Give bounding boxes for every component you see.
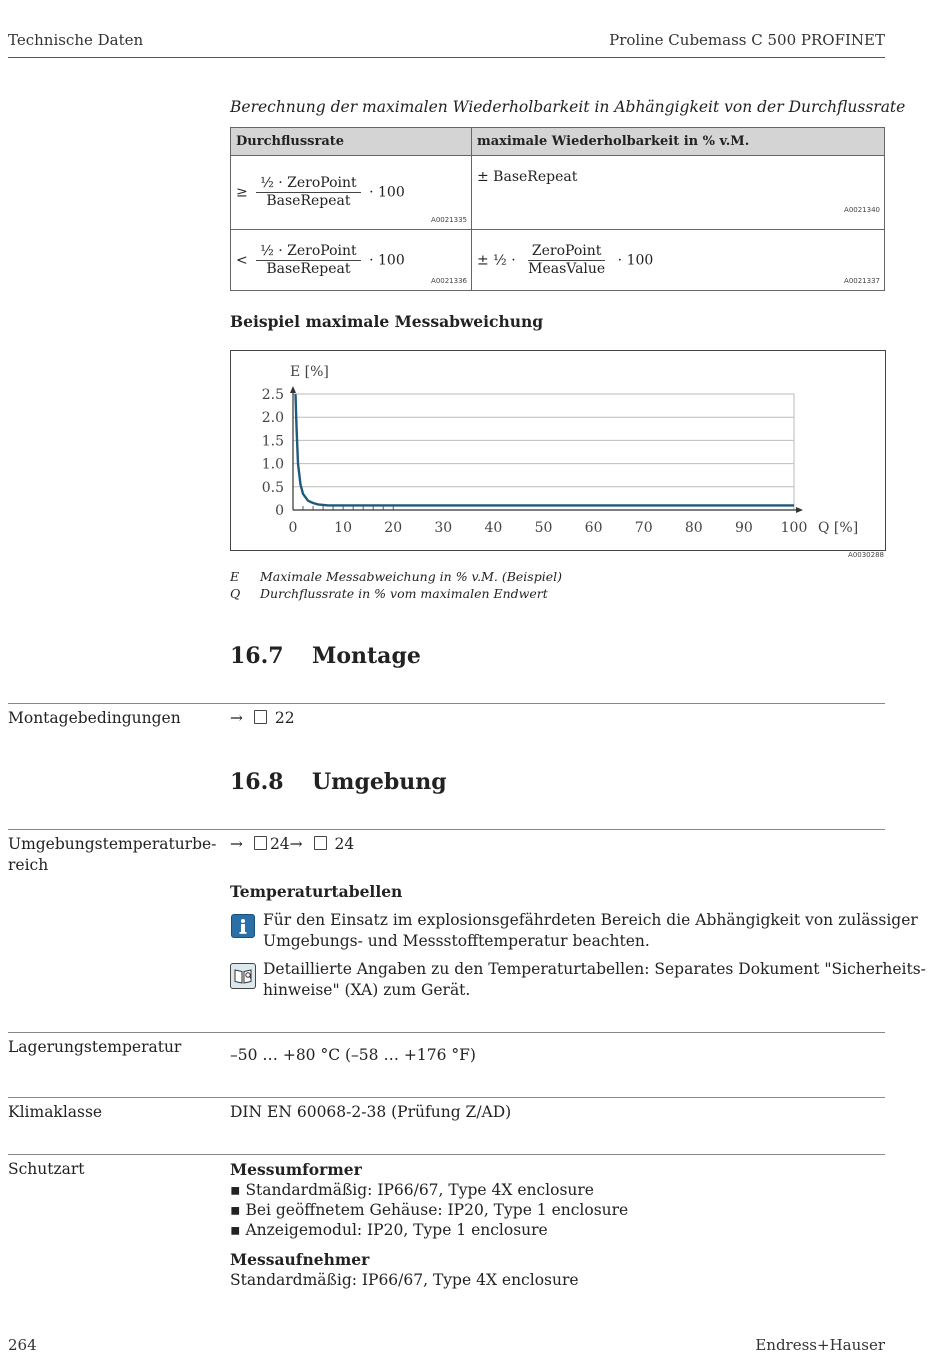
denominator: MeasValue xyxy=(528,260,606,277)
operator: ≥ xyxy=(236,184,248,201)
x-tick-label: 70 xyxy=(634,520,653,536)
fraction xyxy=(524,243,609,278)
formula-cell xyxy=(231,156,472,230)
fraction xyxy=(256,243,360,278)
arrow-icon: → xyxy=(289,835,303,853)
info-icon xyxy=(231,914,255,938)
page-ref-number: 22 xyxy=(274,709,295,727)
chart-frame xyxy=(230,350,886,551)
montage-ref[interactable] xyxy=(230,709,295,727)
y-axis-label: E [%] xyxy=(290,364,329,380)
book-icon xyxy=(230,963,256,989)
page-ref-icon xyxy=(254,836,267,850)
klima-label: Klimaklasse xyxy=(8,1103,103,1121)
x-tick-label: 100 xyxy=(780,520,808,536)
calc-caption: Berechnung der maximalen Wiederholbarkeit in Abhängigkeit von der Durchflussrate xyxy=(230,98,906,116)
x-tick-label: 60 xyxy=(584,520,603,536)
page-ref-number: 24 xyxy=(269,835,290,853)
denominator: BaseRepeat xyxy=(266,260,351,277)
arrow-icon: → xyxy=(230,835,243,853)
y-tick-label: 0.5 xyxy=(261,479,284,496)
footer-brand: Endress+Hauser xyxy=(755,1336,885,1354)
klima-value: DIN EN 60068-2-38 (Prüfung Z/AD) xyxy=(230,1103,512,1121)
formula-cell xyxy=(231,230,472,291)
x-axis-label: Q [%] xyxy=(818,520,859,536)
legend-text-q: Durchflussrate in % vom maximalen Endwert xyxy=(260,586,548,601)
header-rule xyxy=(8,57,885,58)
legend-text-e: Maximale Messabweichung in % v.M. (Beispiel) xyxy=(260,569,562,584)
x-axis-arrow xyxy=(796,507,803,513)
y-tick-label: 2.5 xyxy=(261,387,284,403)
result-prefix: ± ½ · xyxy=(477,252,516,268)
figure-code: A0021336 xyxy=(431,277,467,285)
error-chart xyxy=(231,351,885,550)
list-item-text: Anzeigemodul: IP20, Type 1 enclosure xyxy=(245,1221,548,1239)
calc-table xyxy=(230,127,885,291)
numerator: ½ · ZeroPoint xyxy=(256,175,360,193)
note-docs-line1: Detaillierte Angaben zu den Temperaturtabellen: Separates Dokument "Sicherheits- xyxy=(263,960,926,978)
plot-area xyxy=(293,394,794,510)
legend-key-e: E xyxy=(230,569,240,584)
multiplier: · 100 xyxy=(617,252,654,268)
result-cell xyxy=(472,156,885,230)
y-tick-label: 2.0 xyxy=(261,410,284,427)
denominator: BaseRepeat xyxy=(266,193,351,209)
note-docs-line2: hinweise" (XA) zum Gerät. xyxy=(263,981,471,999)
page-number: 264 xyxy=(8,1336,37,1354)
y-tick-label: 1.0 xyxy=(261,456,284,473)
note-explosion-line2: Umgebungs- und Messstofftemperatur beachten. xyxy=(263,932,650,950)
section-title: Umgebung xyxy=(312,769,447,795)
messaufnehmer-value: Standardmäßig: IP66/67, Type 4X enclosure xyxy=(230,1271,579,1289)
umgebung-label-line2: reich xyxy=(8,856,49,874)
divider xyxy=(8,1154,885,1155)
divider xyxy=(8,1032,885,1033)
col-header-flow: Durchflussrate xyxy=(231,128,472,156)
x-tick-label: 20 xyxy=(384,520,403,536)
figure-code: A0021337 xyxy=(844,277,880,285)
numerator: ZeroPoint xyxy=(528,243,606,261)
list-item-text: Bei geöffnetem Gehäuse: IP20, Type 1 enclosure xyxy=(245,1201,629,1219)
header-left: Technische Daten xyxy=(8,31,144,49)
result-cell xyxy=(472,230,885,291)
umgebung-refs[interactable] xyxy=(230,835,354,853)
page-ref-icon xyxy=(254,710,267,724)
table-row xyxy=(231,156,885,230)
x-tick-label: 50 xyxy=(534,520,553,536)
x-tick-label: 80 xyxy=(684,520,703,536)
list-item: ▪ Bei geöffnetem Gehäuse: IP20, Type 1 enclosure xyxy=(230,1201,629,1219)
divider xyxy=(8,829,885,830)
col-header-repeat: maximale Wiederholbarkeit in % v.M. xyxy=(472,128,885,156)
umgebung-label-line1: Umgebungstemperaturbe- xyxy=(8,835,217,853)
list-item: ▪ Standardmäßig: IP66/67, Type 4X enclosure xyxy=(230,1181,594,1199)
legend-key-q: Q xyxy=(230,586,241,601)
header-right: Proline Cubemass C 500 PROFINET xyxy=(609,31,885,49)
list-item-text: Standardmäßig: IP66/67, Type 4X enclosure xyxy=(245,1181,594,1199)
list-item: ▪ Anzeigemodul: IP20, Type 1 enclosure xyxy=(230,1221,548,1239)
page-ref-number: 24 xyxy=(334,835,355,853)
result-text: ± BaseRepeat xyxy=(477,169,578,185)
x-tick-label: 10 xyxy=(334,520,353,536)
schutz-label: Schutzart xyxy=(8,1160,85,1178)
lagerung-label: Lagerungstemperatur xyxy=(8,1038,182,1056)
y-tick-label: 1.5 xyxy=(261,433,284,450)
montage-label: Montagebedingungen xyxy=(8,709,181,727)
multiplier: · 100 xyxy=(369,184,405,201)
example-heading: Beispiel maximale Messabweichung xyxy=(230,312,544,331)
x-tick-label: 40 xyxy=(484,520,503,536)
section-number: 16.7 xyxy=(230,643,284,669)
x-tick-label: 90 xyxy=(734,520,753,536)
note-explosion-line1: Für den Einsatz im explosionsgefährdeten Bereich die Abhängigkeit von zulässiger xyxy=(263,911,918,929)
x-tick-label: 30 xyxy=(434,520,453,536)
numerator: ½ · ZeroPoint xyxy=(256,243,360,261)
fraction xyxy=(256,175,360,210)
table-row xyxy=(231,230,885,291)
lagerung-value: –50 … +80 °C (–58 … +176 °F) xyxy=(230,1046,476,1064)
page-ref-icon xyxy=(314,836,327,850)
figure-code: A0021340 xyxy=(844,206,880,214)
temp-tables-heading: Temperaturtabellen xyxy=(230,882,403,901)
series-line xyxy=(296,394,795,505)
section-number: 16.8 xyxy=(230,769,284,795)
messumformer-heading: Messumformer xyxy=(230,1160,362,1179)
figure-code: A0021335 xyxy=(431,216,467,224)
operator: < xyxy=(236,252,248,268)
messaufnehmer-heading: Messaufnehmer xyxy=(230,1250,370,1269)
y-tick-label: 0 xyxy=(275,503,284,519)
divider xyxy=(8,1097,885,1098)
y-axis-arrow xyxy=(290,386,296,393)
chart-code: A0030288 xyxy=(848,551,884,559)
multiplier: · 100 xyxy=(369,252,405,268)
x-tick-label: 0 xyxy=(288,520,298,536)
divider xyxy=(8,703,885,704)
section-title: Montage xyxy=(312,643,421,669)
arrow-icon: → xyxy=(230,709,243,727)
